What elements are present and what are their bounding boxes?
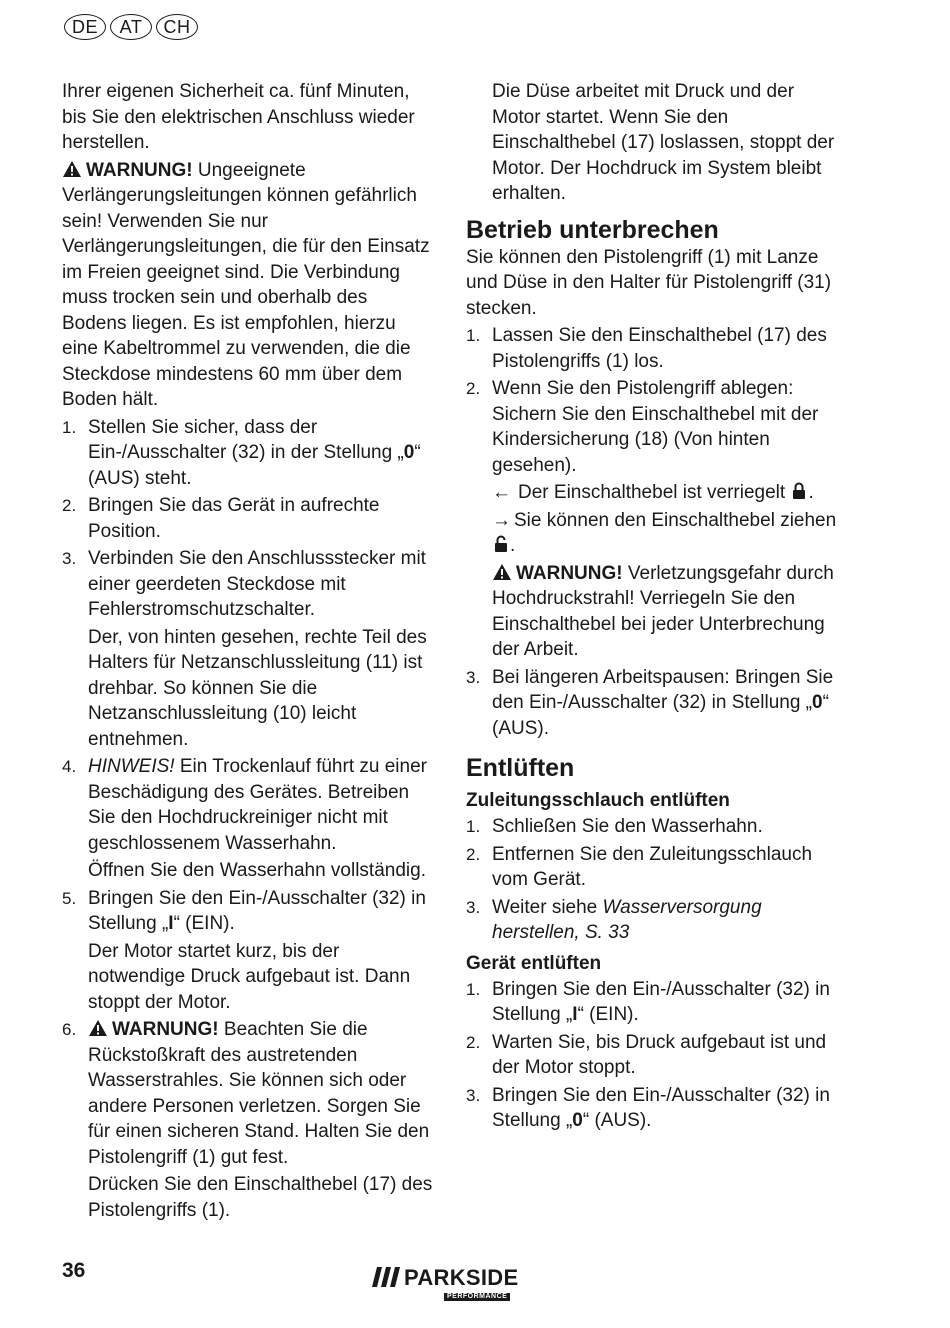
unlocked-state-line: → Sie können den Einschalthebel ziehen . bbox=[492, 509, 837, 556]
step-number: 3. bbox=[466, 667, 481, 687]
warning-label: WARNUNG! bbox=[516, 562, 623, 584]
step-text: Entfernen Sie den Zuleitungsschlauch vom Gerät. bbox=[492, 843, 813, 890]
step-note: Öffnen Sie den Wasserhahn vollständig. bbox=[88, 860, 426, 881]
list-item bbox=[466, 895, 838, 946]
warning-triangle-icon bbox=[62, 160, 82, 178]
step-number: 3. bbox=[466, 897, 481, 917]
continuation-paragraph: Die Düse arbeitet mit Druck und der Motor startet. Wenn Sie den Einschalthebel (17) loslassen, stoppt der Motor. Der Hochdruck im System bleibt erhalten. bbox=[492, 81, 835, 204]
switch-position: 0 bbox=[403, 442, 415, 463]
step-text: Bringen Sie den Ein-/Ausschalter (32) in Stellung „ bbox=[88, 887, 426, 934]
section-intro: Sie können den Pistolengriff (1) mit Lanze und Düse in den Halter für Pistolengriff (31) stecken. bbox=[466, 246, 832, 319]
locked-state-line: ← Der Einschalthebel ist verriegelt . bbox=[492, 480, 838, 506]
switch-position: I bbox=[572, 1004, 578, 1025]
country-badges bbox=[64, 14, 198, 40]
list-item bbox=[466, 323, 838, 374]
switch-position: 0 bbox=[812, 692, 823, 713]
step-number: 4. bbox=[62, 757, 77, 776]
list-item bbox=[466, 977, 838, 1028]
list-item bbox=[466, 842, 838, 893]
step-text: Bringen Sie den Ein-/Ausschalter (32) in Stellung „ bbox=[492, 978, 830, 1025]
step-number: 1. bbox=[466, 326, 481, 345]
warning-paragraph bbox=[62, 158, 434, 413]
list-item bbox=[62, 1017, 434, 1223]
warning-triangle-icon bbox=[88, 1019, 108, 1037]
list-item bbox=[466, 1030, 838, 1081]
locked-text: Der Einschalthebel ist verriegelt bbox=[518, 482, 786, 503]
parkside-logo bbox=[372, 1265, 524, 1305]
brand-subline: PERFORMANCE bbox=[444, 1293, 510, 1301]
section-heading: Betrieb unterbrechen bbox=[466, 215, 719, 244]
step-number: 2. bbox=[466, 1032, 481, 1052]
step-list bbox=[466, 323, 838, 741]
step-number: 6. bbox=[62, 1020, 77, 1039]
step-number: 1. bbox=[466, 979, 481, 999]
step-text: Wenn Sie den Pistolengriff ablegen: Sichern Sie den Einschalthebel mit der Kindersicherung (18) (Von hinten gesehen). bbox=[492, 378, 819, 476]
step-text: Schließen Sie den Wasserhahn. bbox=[492, 816, 763, 837]
left-column bbox=[62, 79, 434, 1225]
step-text: Bringen Sie den Ein-/Ausschalter (32) in Stellung „ bbox=[492, 1084, 830, 1131]
unlocked-text: Sie können den Einschalthebel ziehen bbox=[514, 509, 837, 531]
brand-name: PARKSIDE bbox=[404, 1265, 519, 1290]
country-badge: CH bbox=[156, 14, 198, 40]
warning-paragraph bbox=[492, 561, 838, 663]
right-column bbox=[466, 79, 838, 1136]
brand-stripes-icon bbox=[372, 1267, 400, 1287]
hint-label: HINWEIS! bbox=[88, 756, 175, 777]
step-text: “ (AUS). bbox=[492, 692, 829, 739]
warning-triangle-icon bbox=[492, 563, 512, 581]
warning-text: Verletzungsgefahr durch Hochdruckstrahl! Verriegeln Sie den Einschalthebel bei jeder Unterbrechung der Arbeit. bbox=[492, 562, 834, 660]
step-number: 1. bbox=[62, 417, 77, 437]
step-text: Warten Sie, bis Druck aufgebaut ist und der Motor stoppt. bbox=[492, 1031, 827, 1078]
list-item bbox=[62, 754, 434, 884]
step-note: Der, von hinten gesehen, rechte Teil des Halters für Netzanschlussleitung (11) ist drehbar. So können Sie die Netzanschlussleitung (10) leicht entnehmen. bbox=[88, 626, 427, 750]
list-item bbox=[466, 814, 838, 840]
step-text: Bringen Sie das Gerät in aufrechte Position. bbox=[88, 495, 380, 542]
step-text: “ (EIN). bbox=[173, 913, 235, 934]
step-text: Beachten Sie die Rückstoßkraft des austretenden Wasserstrahles. Sie können sich oder andere Personen verletzen. Sorgen Sie für einen sicheren Stand. Halten Sie den Pistolengriff (1) gut fest. bbox=[88, 1019, 430, 1168]
arrow-left-icon: ← bbox=[492, 482, 511, 503]
switch-position: I bbox=[168, 913, 174, 934]
page-number: 36 bbox=[62, 1259, 86, 1282]
country-badge: AT bbox=[110, 14, 152, 40]
warning-label: WARNUNG! bbox=[112, 1019, 219, 1040]
list-item bbox=[466, 376, 838, 663]
step-text: Weiter siehe bbox=[492, 896, 603, 918]
list-item bbox=[62, 886, 434, 1016]
step-number: 2. bbox=[466, 379, 481, 398]
subsection-heading: Gerät entlüften bbox=[466, 952, 602, 974]
lock-closed-icon bbox=[792, 482, 806, 500]
switch-position: 0 bbox=[572, 1110, 583, 1131]
arrow-right-icon: → bbox=[492, 509, 511, 531]
list-item bbox=[466, 665, 838, 742]
subsection-heading: Zuleitungsschlauch entlüften bbox=[466, 790, 730, 811]
intro-paragraph: Ihrer eigenen Sicherheit ca. fünf Minuten, bis Sie den elektrischen Anschluss wieder herstellen. bbox=[62, 81, 415, 153]
step-text: Stellen Sie sicher, dass der Ein-/Ausschalter (32) in der Stellung „ bbox=[88, 416, 404, 463]
step-number: 2. bbox=[62, 496, 77, 515]
step-list bbox=[466, 814, 838, 946]
step-text: Lassen Sie den Einschalthebel (17) des Pistolengriffs (1) los. bbox=[492, 325, 827, 372]
step-note: Der Motor startet kurz, bis der notwendige Druck aufgebaut ist. Dann stoppt der Motor. bbox=[88, 940, 411, 1013]
step-text: “ (AUS). bbox=[582, 1110, 652, 1131]
list-item bbox=[62, 546, 434, 752]
cross-reference: Wasserversorgung herstellen, S. 33 bbox=[492, 896, 762, 943]
step-text: Bei längeren Arbeitspausen: Bringen Sie den Ein-/Ausschalter (32) in Stellung „ bbox=[492, 666, 834, 713]
step-text: “ (AUS) steht. bbox=[88, 442, 421, 489]
warning-text: Ungeeignete Verlängerungsleitungen können gefährlich sein! Verwenden Sie nur Verlängerungsleitungen, die für den Einsatz im Freien geeignet sind. Die Verbindung muss trocken sein und oberhalb des Bodens liegen. Es ist empfohlen, hierzu eine Kabeltrommel zu verwenden, die die Steckdose mindestens 60 mm über dem Boden hält. bbox=[62, 159, 430, 410]
warning-label: WARNUNG! bbox=[86, 159, 193, 181]
list-item bbox=[62, 493, 434, 544]
step-number: 1. bbox=[466, 817, 481, 836]
step-text: Verbinden Sie den Anschlussstecker mit einer geerdeten Steckdose mit Fehlerstromschutzschalter. bbox=[88, 548, 426, 620]
lock-open-icon bbox=[494, 535, 508, 553]
step-number: 5. bbox=[62, 888, 77, 908]
step-note: Drücken Sie den Einschalthebel (17) des Pistolengriffs (1). bbox=[88, 1174, 433, 1221]
step-number: 3. bbox=[466, 1085, 481, 1105]
list-item bbox=[466, 1083, 838, 1134]
step-number: 2. bbox=[466, 844, 481, 864]
step-number: 3. bbox=[62, 549, 77, 568]
step-list bbox=[62, 415, 434, 1224]
section-heading: Entlüften bbox=[466, 754, 575, 782]
step-text: Ein Trockenlauf führt zu einer Beschädigung des Gerätes. Betreiben Sie den Hochdruckreiniger nicht mit geschlossenem Wasserhahn. bbox=[88, 756, 427, 854]
step-list bbox=[466, 977, 838, 1134]
list-item bbox=[62, 415, 434, 492]
country-badge: DE bbox=[64, 14, 106, 40]
step-text: “ (EIN). bbox=[577, 1004, 639, 1025]
